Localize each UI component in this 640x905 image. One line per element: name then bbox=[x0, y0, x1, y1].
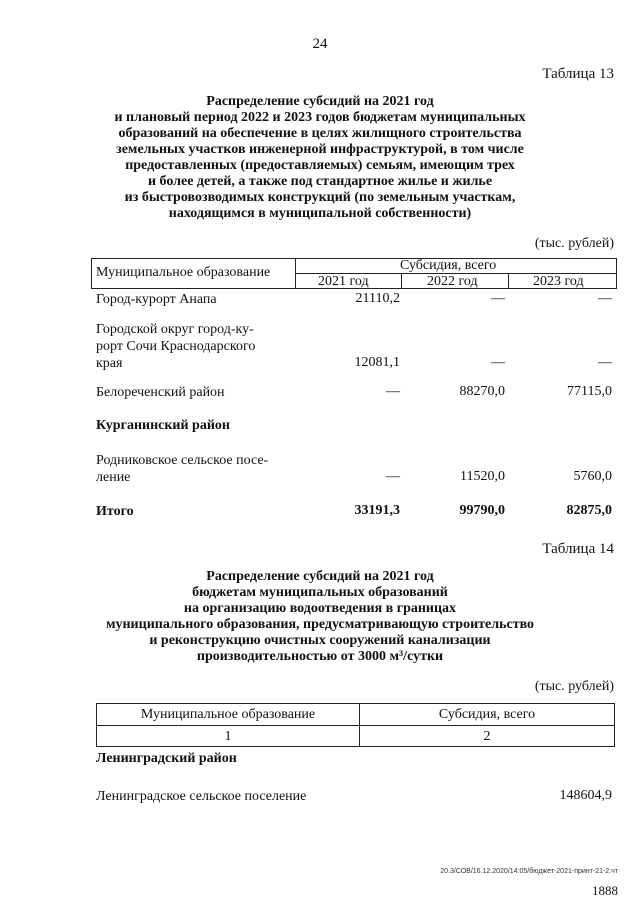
column-header-year: 2023 год bbox=[533, 274, 584, 289]
units-label: (тыс. рублей) bbox=[534, 236, 614, 251]
column-number: 2 bbox=[483, 729, 491, 744]
district-heading: Ленинградский район bbox=[96, 751, 237, 766]
table-cell-2021: 12081,1 bbox=[354, 355, 400, 370]
table-14-title bbox=[80, 569, 560, 665]
table-cell-2022: 88270,0 bbox=[459, 384, 505, 399]
table-cell-2023: 5760,0 bbox=[573, 469, 612, 484]
row-name-line: Городской округ город-ку- bbox=[96, 322, 254, 337]
title-line: бюджетам муниципальных образований bbox=[192, 585, 448, 600]
title-line: находящимся в муниципальной собственности) bbox=[168, 206, 472, 221]
total-label: Итого bbox=[96, 504, 134, 519]
title-line: предоставленных (предоставляемых) семьям, имеющим трех bbox=[125, 158, 515, 173]
district-heading: Курганинский район bbox=[96, 418, 230, 433]
title-line: и плановый период 2022 и 2023 годов бюджетам муниципальных bbox=[114, 110, 526, 125]
title-line: Распределение субсидий на 2021 год bbox=[206, 94, 434, 109]
table-row-name bbox=[96, 452, 268, 486]
table-cell-2023: — bbox=[598, 355, 612, 370]
column-header-municipality: Муниципальное образование bbox=[96, 265, 271, 280]
table-cell-2022: — bbox=[491, 291, 505, 306]
table-14-label: Таблица 14 bbox=[542, 541, 614, 557]
row-name-line: Родниковское сельское посе- bbox=[96, 453, 269, 468]
table-row-name: Белореченский район bbox=[96, 385, 225, 400]
column-header-subsidy: Субсидия, всего bbox=[438, 707, 536, 722]
table-row-name: Город-курорт Анапа bbox=[96, 292, 217, 307]
title-line: из быстровозводимых конструкций (по земельным участкам, bbox=[124, 190, 516, 205]
table-13-label: Таблица 13 bbox=[542, 66, 614, 82]
table-cell-2023: 77115,0 bbox=[567, 384, 612, 399]
title-line: производительностью от 3000 м³/сутки bbox=[196, 649, 444, 664]
column-header-municipality: Муниципальное образование bbox=[140, 707, 316, 722]
total-2021: 33191,3 bbox=[354, 503, 400, 518]
title-line: муниципального образования, предусматривающую строительство bbox=[105, 617, 535, 632]
title-line: образований на обеспечение в целях жилищного строительства bbox=[118, 126, 522, 141]
total-2023: 82875,0 bbox=[566, 503, 612, 518]
column-header-subsidy: Субсидия, всего bbox=[400, 258, 497, 273]
column-header-year: 2021 год bbox=[318, 274, 369, 289]
table-13-title bbox=[80, 94, 560, 222]
title-line: на организацию водоотведения в границах bbox=[183, 601, 457, 616]
table-row-name: Ленинградское сельское поселение bbox=[96, 789, 307, 804]
title-line: земельных участков инженерной инфраструктурой, в том числе bbox=[116, 142, 524, 157]
total-2022: 99790,0 bbox=[459, 503, 505, 518]
footer-page-number: 1888 bbox=[592, 883, 618, 898]
title-line: и реконструкцию очистных сооружений канализации bbox=[149, 633, 491, 648]
column-header-year: 2022 год bbox=[427, 274, 478, 289]
row-name-line: края bbox=[96, 356, 123, 371]
table-cell-2022: — bbox=[491, 355, 505, 370]
table-cell-2023: — bbox=[598, 291, 612, 306]
page-number: 24 bbox=[312, 36, 328, 52]
table-row-name bbox=[96, 321, 255, 372]
column-number: 1 bbox=[224, 729, 232, 744]
table-cell-2021: — bbox=[386, 469, 400, 484]
title-line: и более детей, а также под стандартное жилье и жилье bbox=[147, 174, 493, 189]
title-line: Распределение субсидий на 2021 год bbox=[206, 569, 434, 584]
table-cell-2022: 11520,0 bbox=[460, 469, 505, 484]
table-cell-2021: 21110,2 bbox=[355, 291, 400, 306]
table-cell-2021: — bbox=[386, 384, 400, 399]
row-name-line: рорт Сочи Краснодарского bbox=[96, 339, 256, 354]
table-cell-subsidy: 148604,9 bbox=[559, 788, 612, 803]
units-label: (тыс. рублей) bbox=[534, 679, 614, 694]
footer-document-code: 20.3/СОВ/16.12.2020/14:05/бюджет-2021-принт-21-2.чт bbox=[440, 868, 618, 875]
row-name-line: ление bbox=[96, 470, 131, 485]
